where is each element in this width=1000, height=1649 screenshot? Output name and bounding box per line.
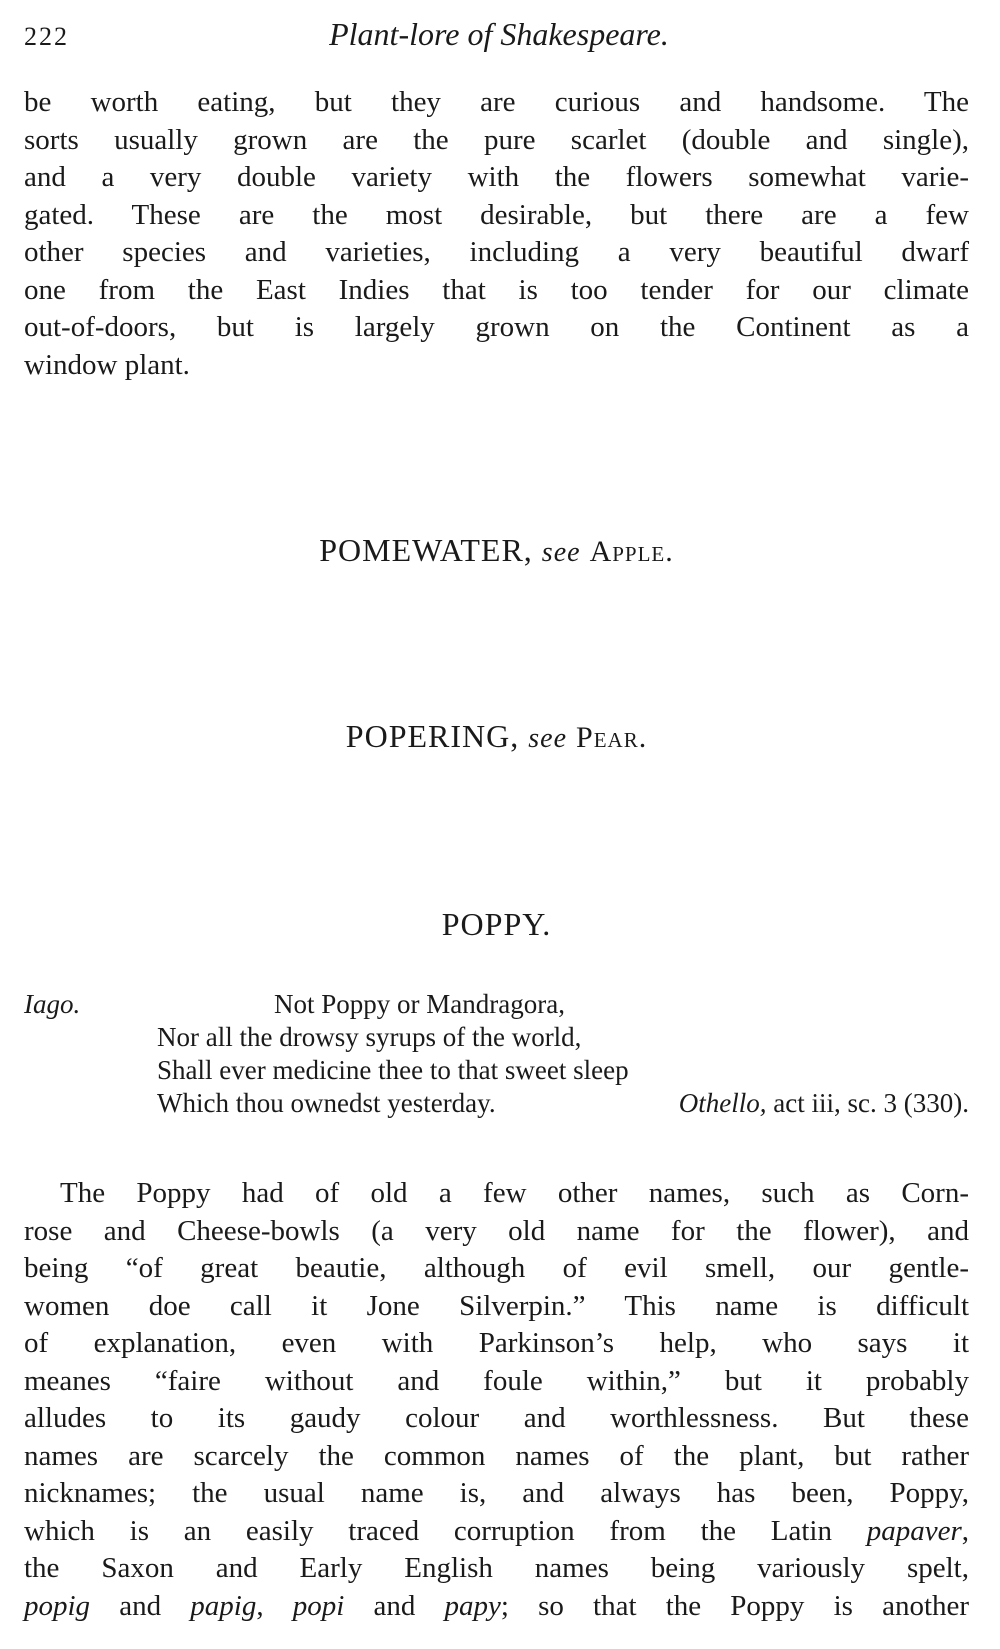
verse-line: Shall ever medicine thee to that sweet sleep [157, 1055, 629, 1085]
line-text: and [90, 1589, 191, 1622]
text-line [24, 1513, 969, 1551]
text-line: The Poppy had of old a few other names, such as Corn- [60, 1177, 969, 1209]
citation-location: act iii, sc. 3 (330). [773, 1088, 969, 1118]
text-line: rose and Cheese-bowls (a very old name for the flower), and [24, 1214, 969, 1247]
italic-word: popig [24, 1589, 91, 1622]
verse-lines [157, 988, 629, 1120]
text-line: meanes “faire without and foule within,” but it probably [24, 1364, 969, 1397]
text-line: other species and varieties, including a very beautiful dwarf [24, 236, 969, 268]
text-line: one from the East Indies that is too tender for our climate [24, 273, 969, 306]
citation-work: Othello, [678, 1088, 767, 1118]
text-line: be worth eating, but they are curious and handsome. The [24, 86, 969, 118]
shakespeare-quotation [24, 988, 969, 1158]
text-line: names are scarcely the common names of the plant, but rather [24, 1439, 969, 1472]
entry-title: POMEWATER, [319, 532, 533, 568]
text-line: of explanation, even with Parkinson’s help, who says it [24, 1327, 969, 1359]
line-text: and [344, 1589, 445, 1622]
line-text: , [256, 1589, 293, 1622]
paragraph-poppy [24, 1175, 969, 1625]
cross-reference: Pear. [576, 721, 648, 754]
italic-word: popi [292, 1589, 345, 1622]
citation [679, 1087, 969, 1120]
italic-word: papig [190, 1589, 257, 1622]
italic-word: papy [444, 1589, 501, 1622]
paragraph-continued [24, 84, 969, 384]
see-reference-word: see [541, 537, 581, 568]
line-text: which is an easily traced corruption from the Latin [24, 1514, 832, 1547]
text-line [24, 1588, 969, 1626]
page-number: 222 [24, 22, 69, 51]
text-line: window plant. [24, 348, 190, 381]
text-line: the Saxon and Early English names being variously spelt, [24, 1552, 969, 1584]
entry-heading-poppy [24, 906, 969, 943]
text-line: sorts usually grown are the pure scarlet (double and single), [24, 123, 969, 156]
cross-reference: Apple. [589, 535, 674, 568]
speaker-name: Iago. [24, 989, 81, 1019]
entry-title: POPERING, [345, 718, 520, 754]
entry-heading-pomewater [24, 532, 969, 569]
verse-line: Not Poppy or Mandragora, [274, 989, 565, 1019]
book-title: Plant-lore of Shakespeare. [329, 16, 669, 52]
see-reference-word: see [528, 723, 568, 754]
entry-heading-popering [24, 718, 969, 755]
text-line: women doe call it Jone Silverpin.” This name is difficult [24, 1289, 969, 1322]
running-head [24, 14, 974, 64]
entry-title: POPPY. [441, 906, 552, 942]
verse-line: Which thou ownedst yesterday. [157, 1088, 496, 1118]
text-line: nicknames; the usual name is, and always has been, Poppy, [24, 1477, 969, 1509]
text-line: being “of great beautie, although of evil smell, our gentle- [24, 1252, 969, 1284]
text-line: gated. These are the most desirable, but there are a few [24, 198, 969, 231]
italic-word: papaver [866, 1514, 962, 1547]
text-line: alludes to its gaudy colour and worthlessness. But these [24, 1402, 969, 1434]
text-line: and a very double variety with the flowers somewhat varie- [24, 161, 969, 193]
text-line: out-of-doors, but is largely grown on the Continent as a [24, 311, 969, 343]
verse-line: Nor all the drowsy syrups of the world, [157, 1022, 582, 1052]
line-text: , [961, 1514, 970, 1547]
line-text: ; so that the Poppy is another [500, 1589, 970, 1622]
